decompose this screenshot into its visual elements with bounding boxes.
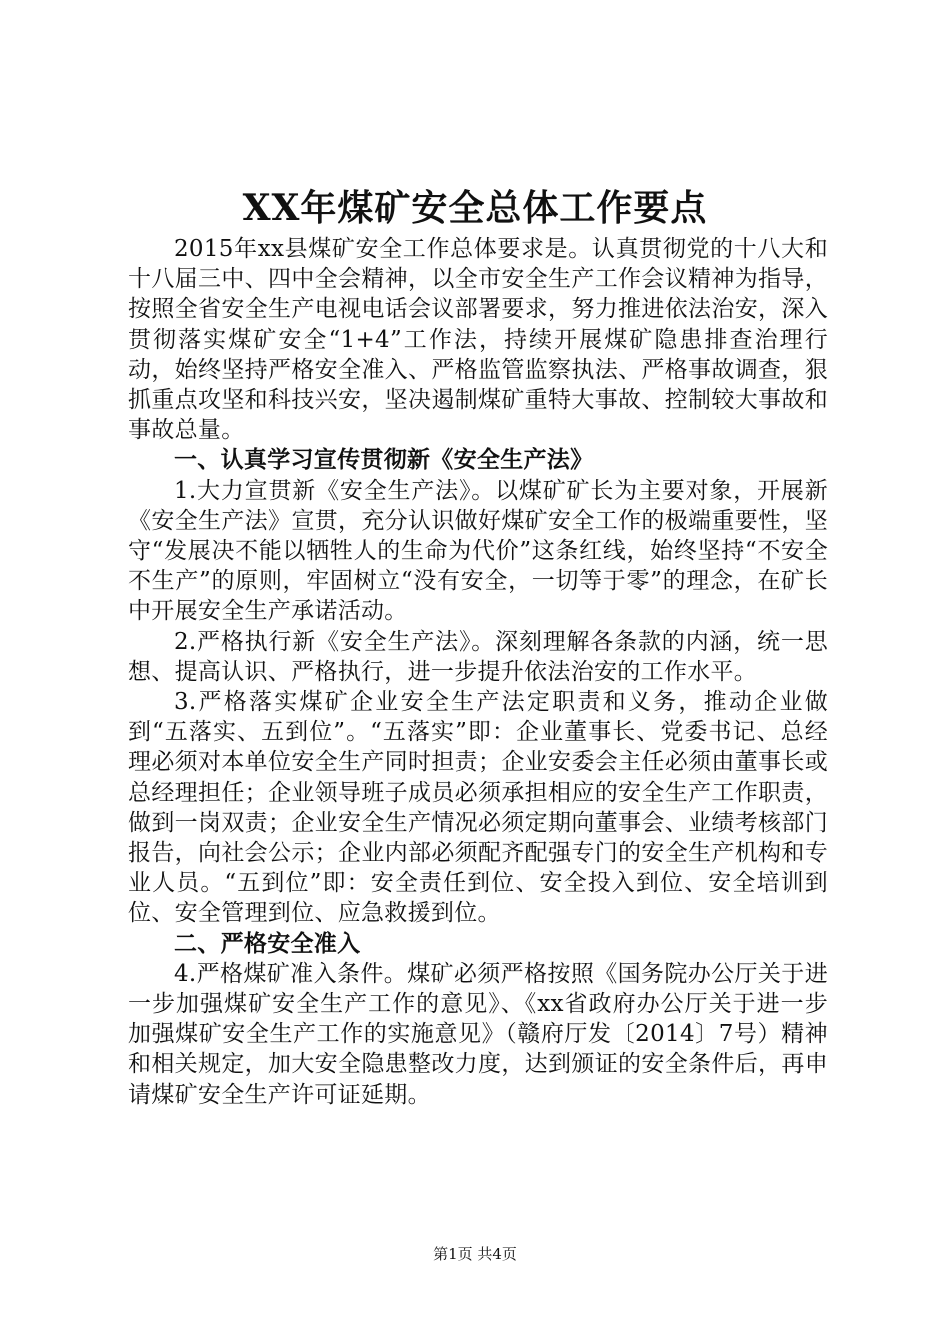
item-paragraph-4: 4.严格煤矿准入条件。煤矿必须严格按照《国务院办公厅关于进一步加强煤矿安全生产工作的意见》、《xx省政府办公厅关于进一步加强煤矿安全生产工作的实施意见》（赣府厅发〔2014〕7号）精神和相关规定，加大安全隐患整改力度，达到颁证的安全条件后，再申请煤矿安全生产许可证延期。 — [128, 960, 828, 1108]
section-heading-1: 一、认真学习宣传贯彻新《安全生产法》 — [174, 446, 594, 474]
item-paragraph-3: 3.严格落实煤矿企业安全生产法定职责和义务，推动企业做到“五落实、五到位”。“五落实”即：企业董事长、党委书记、总经理必须对本单位安全生产同时担责；企业安委会主任必须由董事长或总经理担任；企业领导班子成员必须承担相应的安全生产工作职责，做到一岗双责；企业安全生产情况必须定期向董事会、业绩考核部门报告，向社会公示；企业内部必须配齐配强专门的安全生产机构和专业人员。“五到位”即：安全责任到位、安全投入到位、安全培训到位、安全管理到位、应急救援到位。 — [128, 689, 828, 927]
document-title: XX年煤矿安全总体工作要点 — [242, 187, 708, 229]
section-heading-2: 二、严格安全准入 — [174, 929, 361, 957]
intro-paragraph: 2015年xx县煤矿安全工作总体要求是。认真贯彻党的十八大和十八届三中、四中全会精神，以全市安全生产工作会议精神为指导，按照全省安全生产电视电话会议部署要求，努力推进依法治安，深入贯彻落实煤矿安全“1+4”工作法，持续开展煤矿隐患排查治理行动，始终坚持严格安全准入、严格监管监察执法、严格事故调查，狠抓重点攻坚和科技兴安，坚决遏制煤矿重特大事故、控制较大事故和事故总量。 — [128, 236, 828, 444]
item-paragraph-1: 1.大力宣贯新《安全生产法》。以煤矿矿长为主要对象，开展新《安全生产法》宣贯，充分认识做好煤矿安全工作的极端重要性，坚守“发展决不能以牺牲人的生命为代价”这条红线，始终坚持“不安全不生产”的原则，牢固树立“没有安全，一切等于零”的理念，在矿长中开展安全生产承诺活动。 — [128, 477, 828, 625]
page-number-footer: 第1页 共4页 — [433, 1245, 517, 1263]
item-paragraph-2: 2.严格执行新《安全生产法》。深刻理解各条款的内涵，统一思想、提高认识、严格执行，进一步提升依法治安的工作水平。 — [128, 628, 828, 685]
document-body — [128, 234, 828, 1110]
